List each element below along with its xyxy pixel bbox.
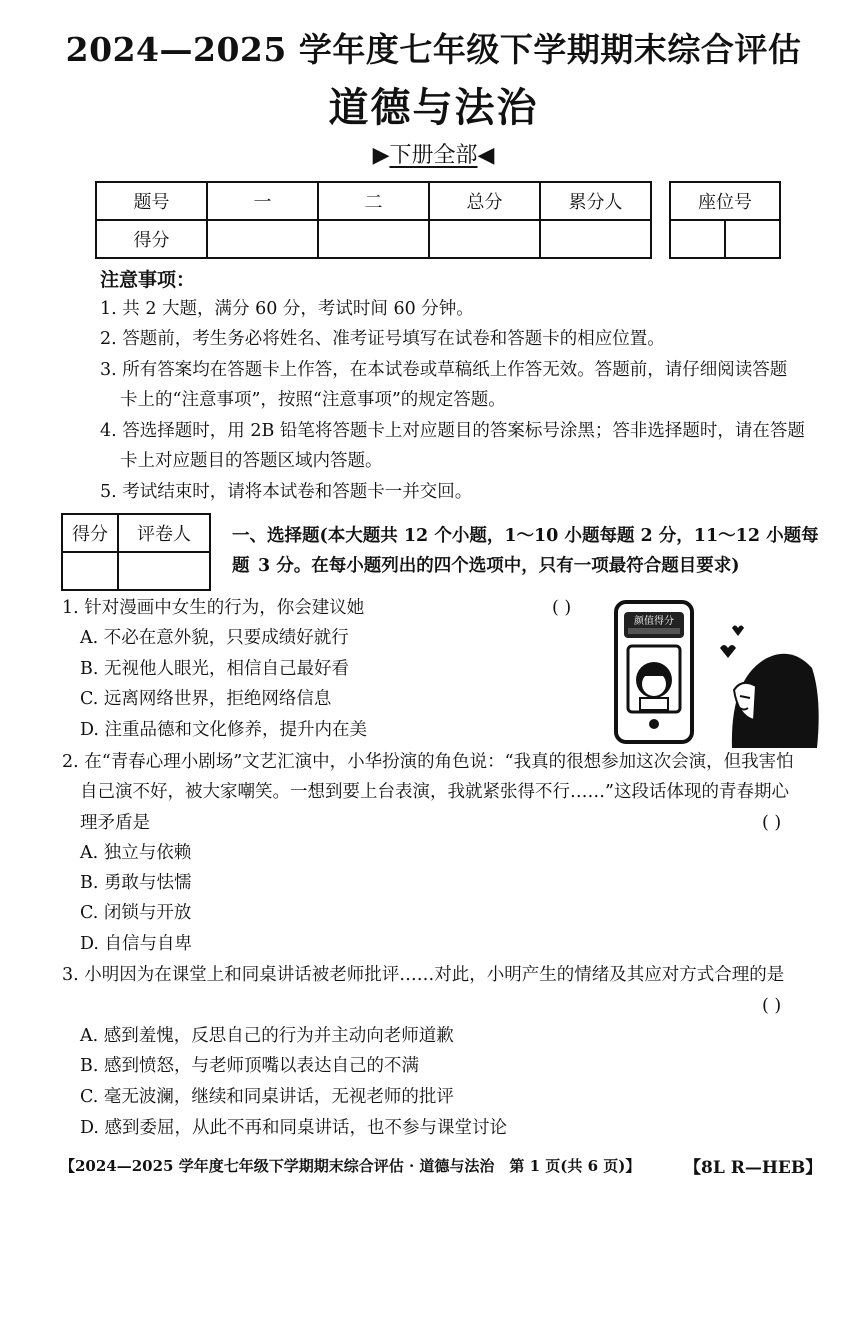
question-2-option-a: A. 独立与依赖 — [80, 843, 192, 863]
note-item-cont: 卡上对应题目的答题区域内答题。 — [120, 451, 383, 471]
note-item-cont: 卡上的“注意事项”，按照“注意事项”的规定答题。 — [120, 390, 506, 410]
scope-text: 下册全部 — [389, 143, 478, 168]
cartoon-illustration — [612, 598, 822, 748]
answer-paren[interactable]: ( ) — [552, 598, 572, 618]
score-header-cell: 二 — [318, 182, 429, 220]
section-heading-line1: 一、选择题(本大题共 12 个小题，1～10 小题每题 2 分，11～12 小题每题 — [232, 526, 819, 576]
heart-icon — [732, 626, 744, 637]
note-item: 3. 所有答案均在答题卡上作答，在本试卷或草稿纸上作答无效。答题前，请仔细阅读答题 — [100, 360, 788, 380]
note-item: 5. 考试结束时，请将本试卷和答题卡一并交回。 — [100, 482, 473, 502]
question-2-stem: 2. 在“青春心理小剧场”文艺汇演中，小华扮演的角色说：“我真的很想参加这次会演，但我害怕 — [62, 752, 794, 772]
question-3-option-b: B. 感到愤怒，与老师顶嘴以表达自己的不满 — [80, 1056, 419, 1076]
question-1-option-d: D. 注重品德和文化修养，提升内在美 — [80, 720, 368, 740]
heart-icon — [720, 645, 736, 658]
phone-button-icon — [649, 719, 659, 729]
score-header-cell: 一 — [207, 182, 318, 220]
question-1-option-a: A. 不必在意外貌，只要成绩好就行 — [80, 628, 349, 648]
triangle-left-icon: ◀ — [477, 143, 495, 168]
question-3-option-c: C. 毫无波澜，继续和同桌讲话，无视老师的批评 — [80, 1087, 454, 1107]
question-3-option-a: A. 感到羞愧，反思自己的行为并主动向老师道歉 — [80, 1026, 454, 1046]
cartoon-svg — [612, 598, 822, 748]
score-header-cell: 总分 — [429, 182, 540, 220]
question-3-option-d: D. 感到委屈，从此不再和同桌讲话，也不参与课堂讨论 — [80, 1118, 508, 1138]
triangle-right-icon: ▶ — [372, 143, 390, 168]
notes-title: 注意事项： — [100, 269, 196, 291]
question-2-stem-cont: 理矛盾是 — [80, 813, 150, 833]
seat-table — [669, 181, 781, 259]
question-1-option-b: B. 无视他人眼光，相信自己最好看 — [80, 659, 349, 679]
seat-cell[interactable] — [725, 220, 780, 258]
answer-paren[interactable]: ( ) — [762, 813, 782, 833]
seat-cell[interactable] — [670, 220, 725, 258]
note-item: 2. 答题前，考生务必将姓名、准考证号填写在试卷和答题卡的相应位置。 — [100, 329, 665, 349]
score-header-cell: 题号 — [96, 182, 207, 220]
scope-line — [0, 138, 867, 169]
paper-code: 【8L R—HEB】 — [684, 1158, 823, 1178]
subject-title: 道德与法治 — [328, 84, 539, 131]
note-item: 1. 共 2 大题，满分 60 分，考试时间 60 分钟。 — [100, 299, 474, 319]
note-item: 4. 答选择题时，用 2B 铅笔将答题卡上对应题目的答案标号涂黑；答非选择题时，请在答题 — [100, 421, 805, 441]
grader-name-label: 评卷人 — [118, 514, 210, 552]
answer-paren[interactable]: ( ) — [762, 996, 782, 1016]
grader-name-cell[interactable] — [118, 552, 210, 590]
score-cell[interactable] — [540, 220, 651, 258]
score-header-cell: 累分人 — [540, 182, 651, 220]
grader-score-label: 得分 — [62, 514, 118, 552]
exam-title: 2024—2025 学年度七年级下学期期末综合评估 — [65, 30, 802, 69]
seat-label: 座位号 — [670, 182, 780, 220]
score-cell[interactable] — [207, 220, 318, 258]
question-2-option-c: C. 闭锁与开放 — [80, 903, 192, 923]
question-2-option-d: D. 自信与自卑 — [80, 934, 193, 954]
question-2-stem-cont: 自己演不好，被大家嘲笑。一想到要上台表演，我就紧张得不行……”这段话体现的青春期心 — [80, 782, 789, 802]
question-2-option-b: B. 勇敢与怯懦 — [80, 873, 192, 893]
question-1-option-c: C. 远离网络世界，拒绝网络信息 — [80, 689, 332, 709]
score-cell[interactable] — [429, 220, 540, 258]
question-1-stem: 1. 针对漫画中女生的行为，你会建议她 — [62, 598, 365, 618]
question-3-stem: 3. 小明因为在课堂上和同桌讲话被老师批评……对此，小明产生的情绪及其应对方式合理的是 — [62, 965, 785, 985]
score-table — [95, 181, 652, 259]
grader-table — [61, 513, 211, 591]
page-footer: 【2024—2025 学年度七年级下学期期末综合评估 · 道德与法治 第 1 页(共 6 页)】 — [60, 1157, 641, 1175]
phone-label: 颜值得分 — [634, 616, 674, 627]
score-cell[interactable] — [318, 220, 429, 258]
grader-score-cell[interactable] — [62, 552, 118, 590]
score-row-label: 得分 — [96, 220, 207, 258]
section-heading-line2: 3 分。在每小题列出的四个选项中，只有一项最符合题目要求) — [258, 556, 740, 576]
